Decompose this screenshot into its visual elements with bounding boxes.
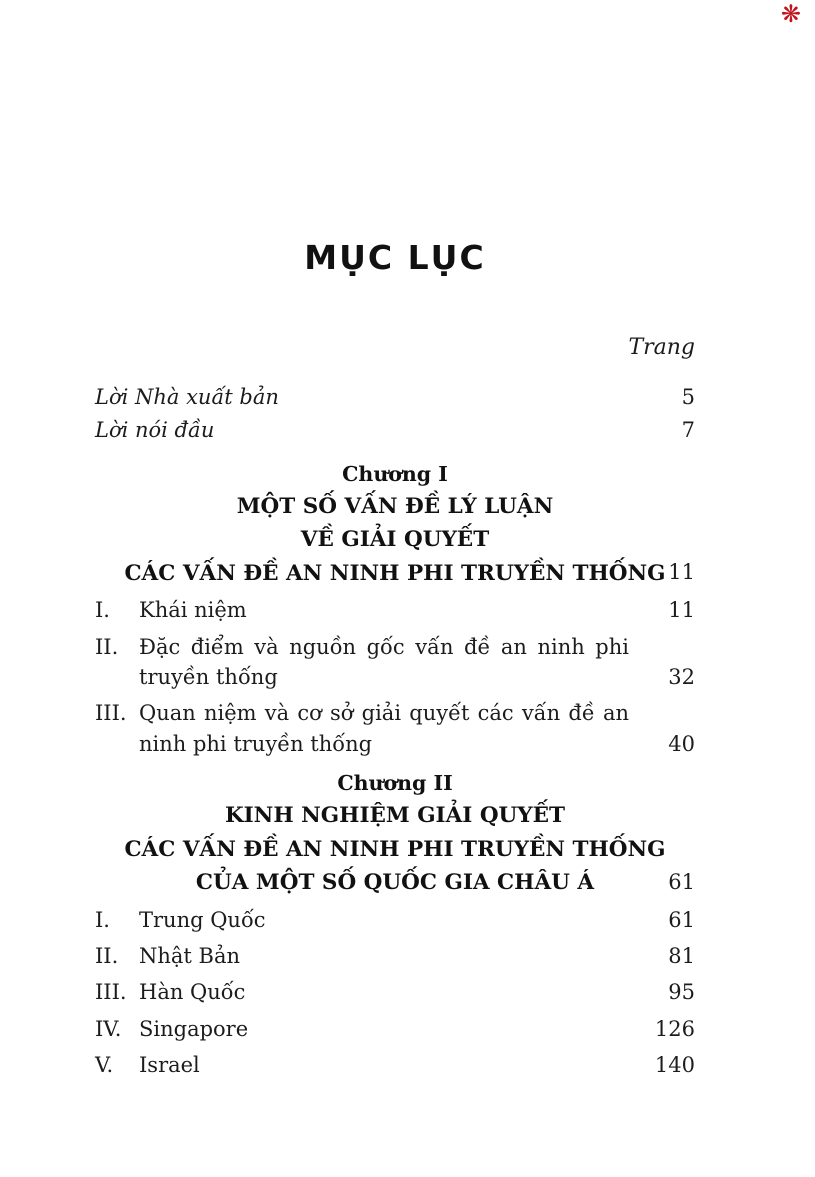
- entry-page-number: 95: [668, 980, 695, 1005]
- toc-entry: [95, 415, 695, 445]
- entry-page-number: 40: [668, 731, 695, 756]
- chapter-2-items: [95, 905, 695, 1081]
- entry-numeral: II.: [95, 943, 119, 968]
- entry-page-number: 7: [681, 418, 695, 443]
- entry-label: Hàn Quốc: [139, 980, 246, 1005]
- entry-label: Israel: [139, 1053, 200, 1078]
- chapter-title-line: [95, 559, 695, 590]
- toc-content: [95, 0, 695, 1081]
- toc-entry: [95, 905, 695, 935]
- entry-label: Quan niệm và cơ sở giải quyết các vấn đề an ninh phi truyền thống: [139, 701, 629, 756]
- toc-entry: [95, 1014, 695, 1044]
- chapter-title-text: CÁC VẤN ĐỀ AN NINH PHI TRUYỀN THỐNG: [124, 560, 666, 586]
- toc-entry: [95, 382, 695, 412]
- entry-page-number: 140: [654, 1053, 695, 1078]
- chapter-title-text: CỦA MỘT SỐ QUỐC GIA CHÂU Á: [195, 870, 595, 896]
- toc-entry: [95, 595, 695, 625]
- toc-entry: [95, 941, 695, 971]
- entry-label: Lời Nhà xuất bản: [95, 385, 279, 409]
- entry-page-number: 81: [668, 943, 695, 968]
- toc-entry: [95, 698, 695, 759]
- entry-numeral: III.: [95, 701, 127, 726]
- chapter-title-line: KINH NGHIỆM GIẢI QUYẾT: [224, 802, 566, 828]
- entry-label: Nhật Bản: [139, 943, 241, 968]
- chapter-title-line: MỘT SỐ VẤN ĐỀ LÝ LUẬN: [236, 493, 554, 519]
- toc-entry: [95, 977, 695, 1007]
- entry-page-number: 126: [654, 1016, 695, 1041]
- chapter-title-line: [95, 868, 695, 899]
- chapter-title-line: VỀ GIẢI QUYẾT: [300, 527, 490, 553]
- entry-numeral: IV.: [95, 1016, 122, 1041]
- chapter-2-block: [95, 769, 695, 1080]
- entry-numeral: I.: [95, 907, 110, 932]
- flower-asterisk-icon: ❋: [780, 0, 801, 28]
- page-title: MỤC LỤC: [304, 238, 486, 277]
- entry-page-number: 11: [668, 560, 695, 585]
- entry-label: Đặc điểm và nguồn gốc vấn đề an ninh phi truyền thống: [139, 634, 629, 689]
- chapter-heading: Chương I: [342, 461, 448, 486]
- entry-page-number: 11: [668, 598, 695, 623]
- entry-numeral: V.: [95, 1053, 114, 1078]
- entry-page-number: 61: [668, 907, 695, 932]
- page-column-header: Trang: [628, 335, 695, 360]
- chapter-1-items: [95, 595, 695, 759]
- chapter-1-block: [95, 460, 695, 759]
- chapter-heading: Chương II: [337, 771, 453, 796]
- entry-numeral: I.: [95, 598, 110, 623]
- toc-entry: [95, 632, 695, 693]
- entry-label: Lời nói đầu: [95, 418, 215, 443]
- entry-numeral: III.: [95, 980, 127, 1005]
- entry-page-number: 32: [668, 664, 695, 689]
- entry-label: Trung Quốc: [139, 907, 266, 932]
- chapter-title-line: CÁC VẤN ĐỀ AN NINH PHI TRUYỀN THỐNG: [124, 836, 666, 862]
- entry-numeral: II.: [95, 634, 119, 659]
- entry-label: Khái niệm: [139, 598, 247, 623]
- entry-page-number: 5: [681, 385, 695, 409]
- entry-label: Singapore: [139, 1016, 249, 1041]
- toc-entry: [95, 1050, 695, 1080]
- front-matter-list: [95, 382, 695, 446]
- entry-page-number: 61: [668, 869, 695, 894]
